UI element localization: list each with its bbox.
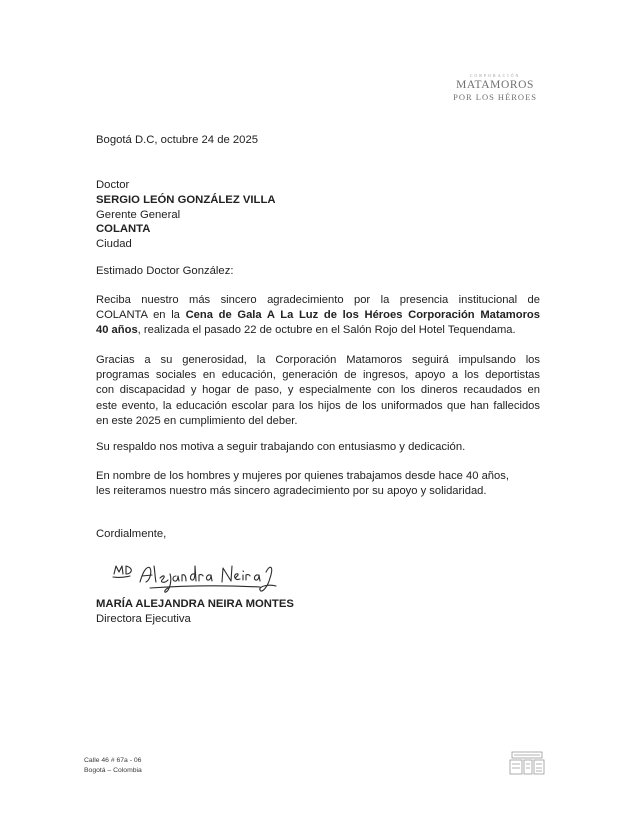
recipient-name: SERGIO LEÓN GONZÁLEZ VILLA bbox=[96, 194, 276, 206]
recipient-title: Doctor bbox=[96, 179, 130, 191]
event-name: Cena de Gala A La Luz de los Héroes Corporación Matamoros bbox=[185, 309, 540, 322]
closing: Cordialmente, bbox=[96, 528, 167, 540]
paragraph-2-line-3: con discapacidad y hogar de paso, y especialmente con los dineros recaudados en bbox=[96, 384, 540, 397]
paragraph-1-line-2 bbox=[96, 308, 540, 323]
salutation: Estimado Doctor González: bbox=[96, 265, 234, 277]
paragraph-4-line-1: En nombre de los hombres y mujeres por quienes trabajamos desde hace 40 años, bbox=[96, 470, 509, 482]
paragraph-2-line-4: este evento, la educación escolar para los hijos de los uniformados que han fallecidos bbox=[96, 399, 540, 412]
recipient-position: Gerente General bbox=[96, 209, 181, 221]
footer-emblem-icon bbox=[508, 750, 546, 778]
signer-name: MARÍA ALEJANDRA NEIRA MONTES bbox=[96, 598, 294, 610]
paragraph-1-line-3-rest: , realizada el pasado 22 de octubre en el Salón Rojo del Hotel Tequendama. bbox=[137, 324, 516, 337]
paragraph-4-line-2: les reiteramos nuestro más sincero agradecimiento por su apoyo y solidaridad. bbox=[96, 485, 487, 498]
recipient-city: Ciudad bbox=[96, 238, 132, 250]
recipient-company: COLANTA bbox=[96, 223, 151, 235]
paragraph-2-line-2: programas sociales en educación, generación de ingresos, apoyo a los deportistas bbox=[96, 369, 540, 382]
paragraph-1-line-3 bbox=[96, 323, 540, 338]
paragraph-2 bbox=[96, 353, 540, 429]
event-anniversary: 40 años bbox=[96, 324, 138, 337]
paragraph-2-line-1: Gracias a su generosidad, la Corporación Matamoros seguirá impulsando los bbox=[96, 354, 540, 366]
paragraph-1 bbox=[96, 293, 540, 339]
logo-name: MATAMOROS bbox=[456, 79, 535, 91]
footer-city: Bogotá – Colombia bbox=[84, 767, 142, 774]
paragraph-3: Su respaldo nos motiva a seguir trabajando con entusiasmo y dedicación. bbox=[96, 441, 466, 453]
paragraph-4 bbox=[96, 469, 540, 499]
logo-small-text: CORPORACIÓN bbox=[469, 73, 521, 78]
footer-address: Calle 46 # 67a - 06 bbox=[84, 757, 142, 764]
paragraph-2-line-5: en este 2025 en cumplimiento del deber. bbox=[96, 414, 298, 427]
signer-position: Directora Ejecutiva bbox=[96, 613, 191, 625]
logo-tagline: POR LOS HÉROES bbox=[453, 91, 537, 102]
handwritten-signature bbox=[110, 560, 280, 598]
date-line: Bogotá D.C, octubre 24 de 2025 bbox=[96, 134, 259, 146]
footer-address-block bbox=[84, 756, 142, 776]
matamoros-logo bbox=[453, 74, 537, 101]
paragraph-1-line-1: Reciba nuestro más sincero agradecimiento por la presencia institucional de bbox=[96, 294, 540, 306]
paragraph-1-line-2-prefix: COLANTA en la bbox=[96, 309, 186, 322]
